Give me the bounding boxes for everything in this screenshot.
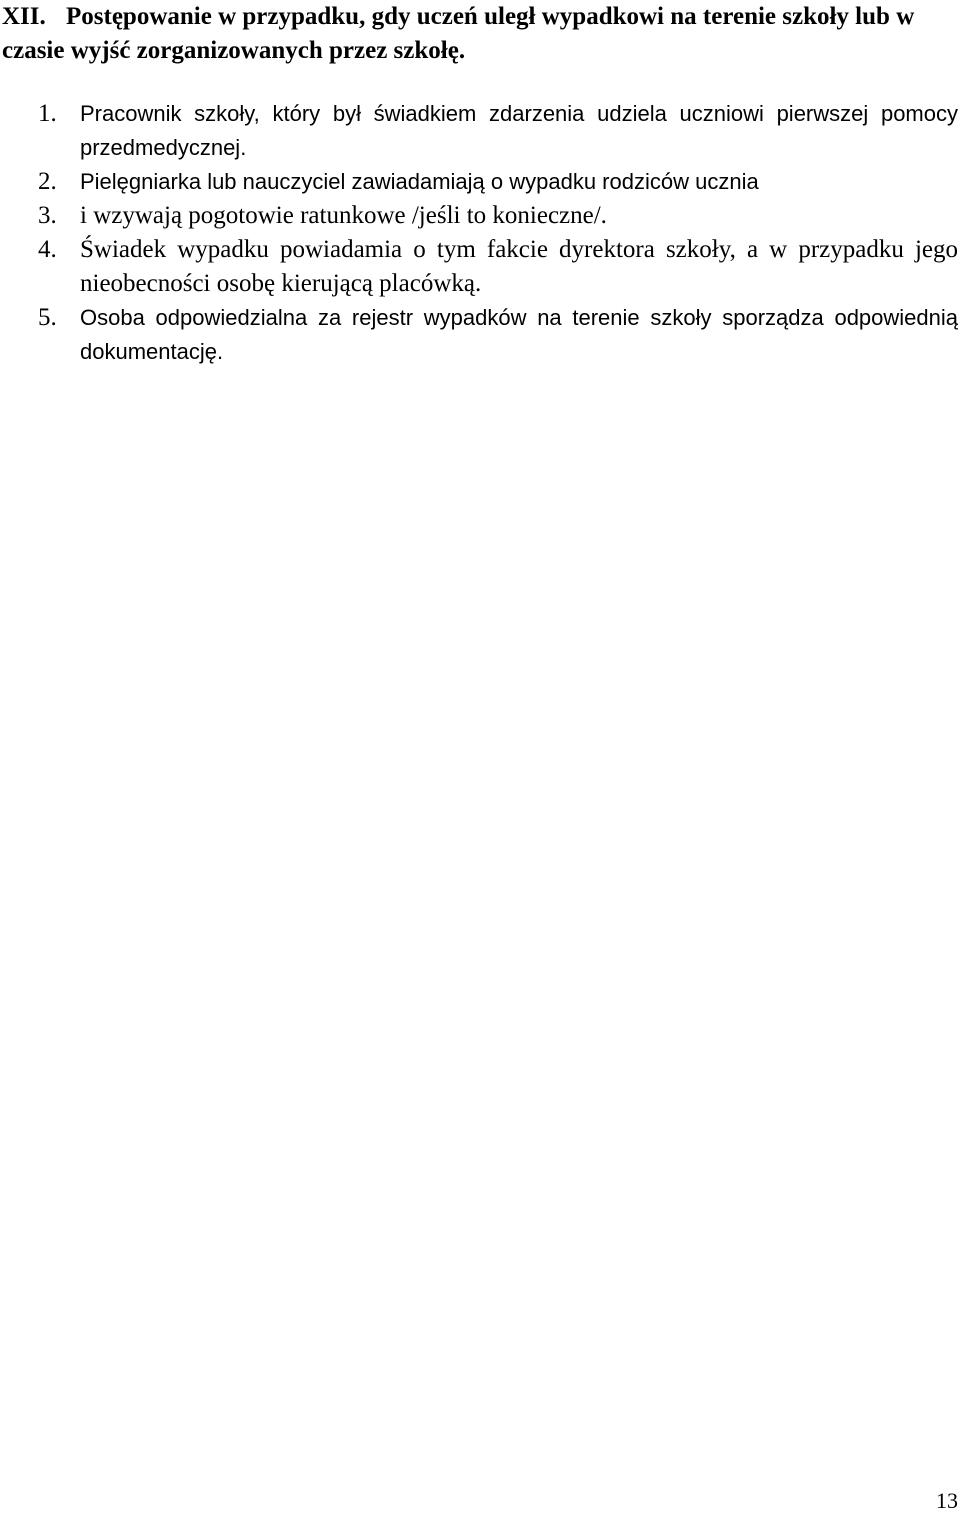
page-number: 13 — [936, 1488, 958, 1513]
section-heading — [2, 0, 958, 68]
list-item-marker: 2. — [38, 168, 57, 195]
list-item-text: Pracownik szkoły, który był świadkiem zdarzenia udziela uczniowi pierwszej pomocy przedmedycznej. — [80, 101, 958, 160]
list-item-text: Świadek wypadku powiadamia o tym fakcie dyrektora szkoły, a w przypadku jego nieobecności osobę kierującą placówką. — [80, 236, 958, 297]
procedure-list — [0, 97, 960, 369]
list-item — [0, 199, 960, 233]
section-number: XII. — [2, 3, 46, 30]
list-item — [0, 97, 960, 165]
list-item — [0, 301, 960, 369]
list-item — [0, 233, 960, 301]
list-item-text: Osoba odpowiedzialna za rejestr wypadków na terenie szkoły sporządza odpowiednią dokumentację. — [80, 305, 958, 364]
list-item-text: i wzywają pogotowie ratunkowe /jeśli to konieczne/. — [80, 202, 607, 229]
list-item-text: Pielęgniarka lub nauczyciel zawiadamiają o wypadku rodziców ucznia — [80, 169, 759, 194]
list-item-marker: 4. — [38, 236, 57, 263]
list-item — [0, 165, 960, 199]
list-item-marker: 1. — [38, 100, 57, 127]
list-item-marker: 3. — [38, 202, 57, 229]
section-title: Postępowanie w przypadku, gdy uczeń uległ wypadkowi na terenie szkoły lub w czasie wyjść zorganizowanych przez szkołę. — [2, 3, 915, 64]
list-item-marker: 5. — [38, 304, 57, 331]
